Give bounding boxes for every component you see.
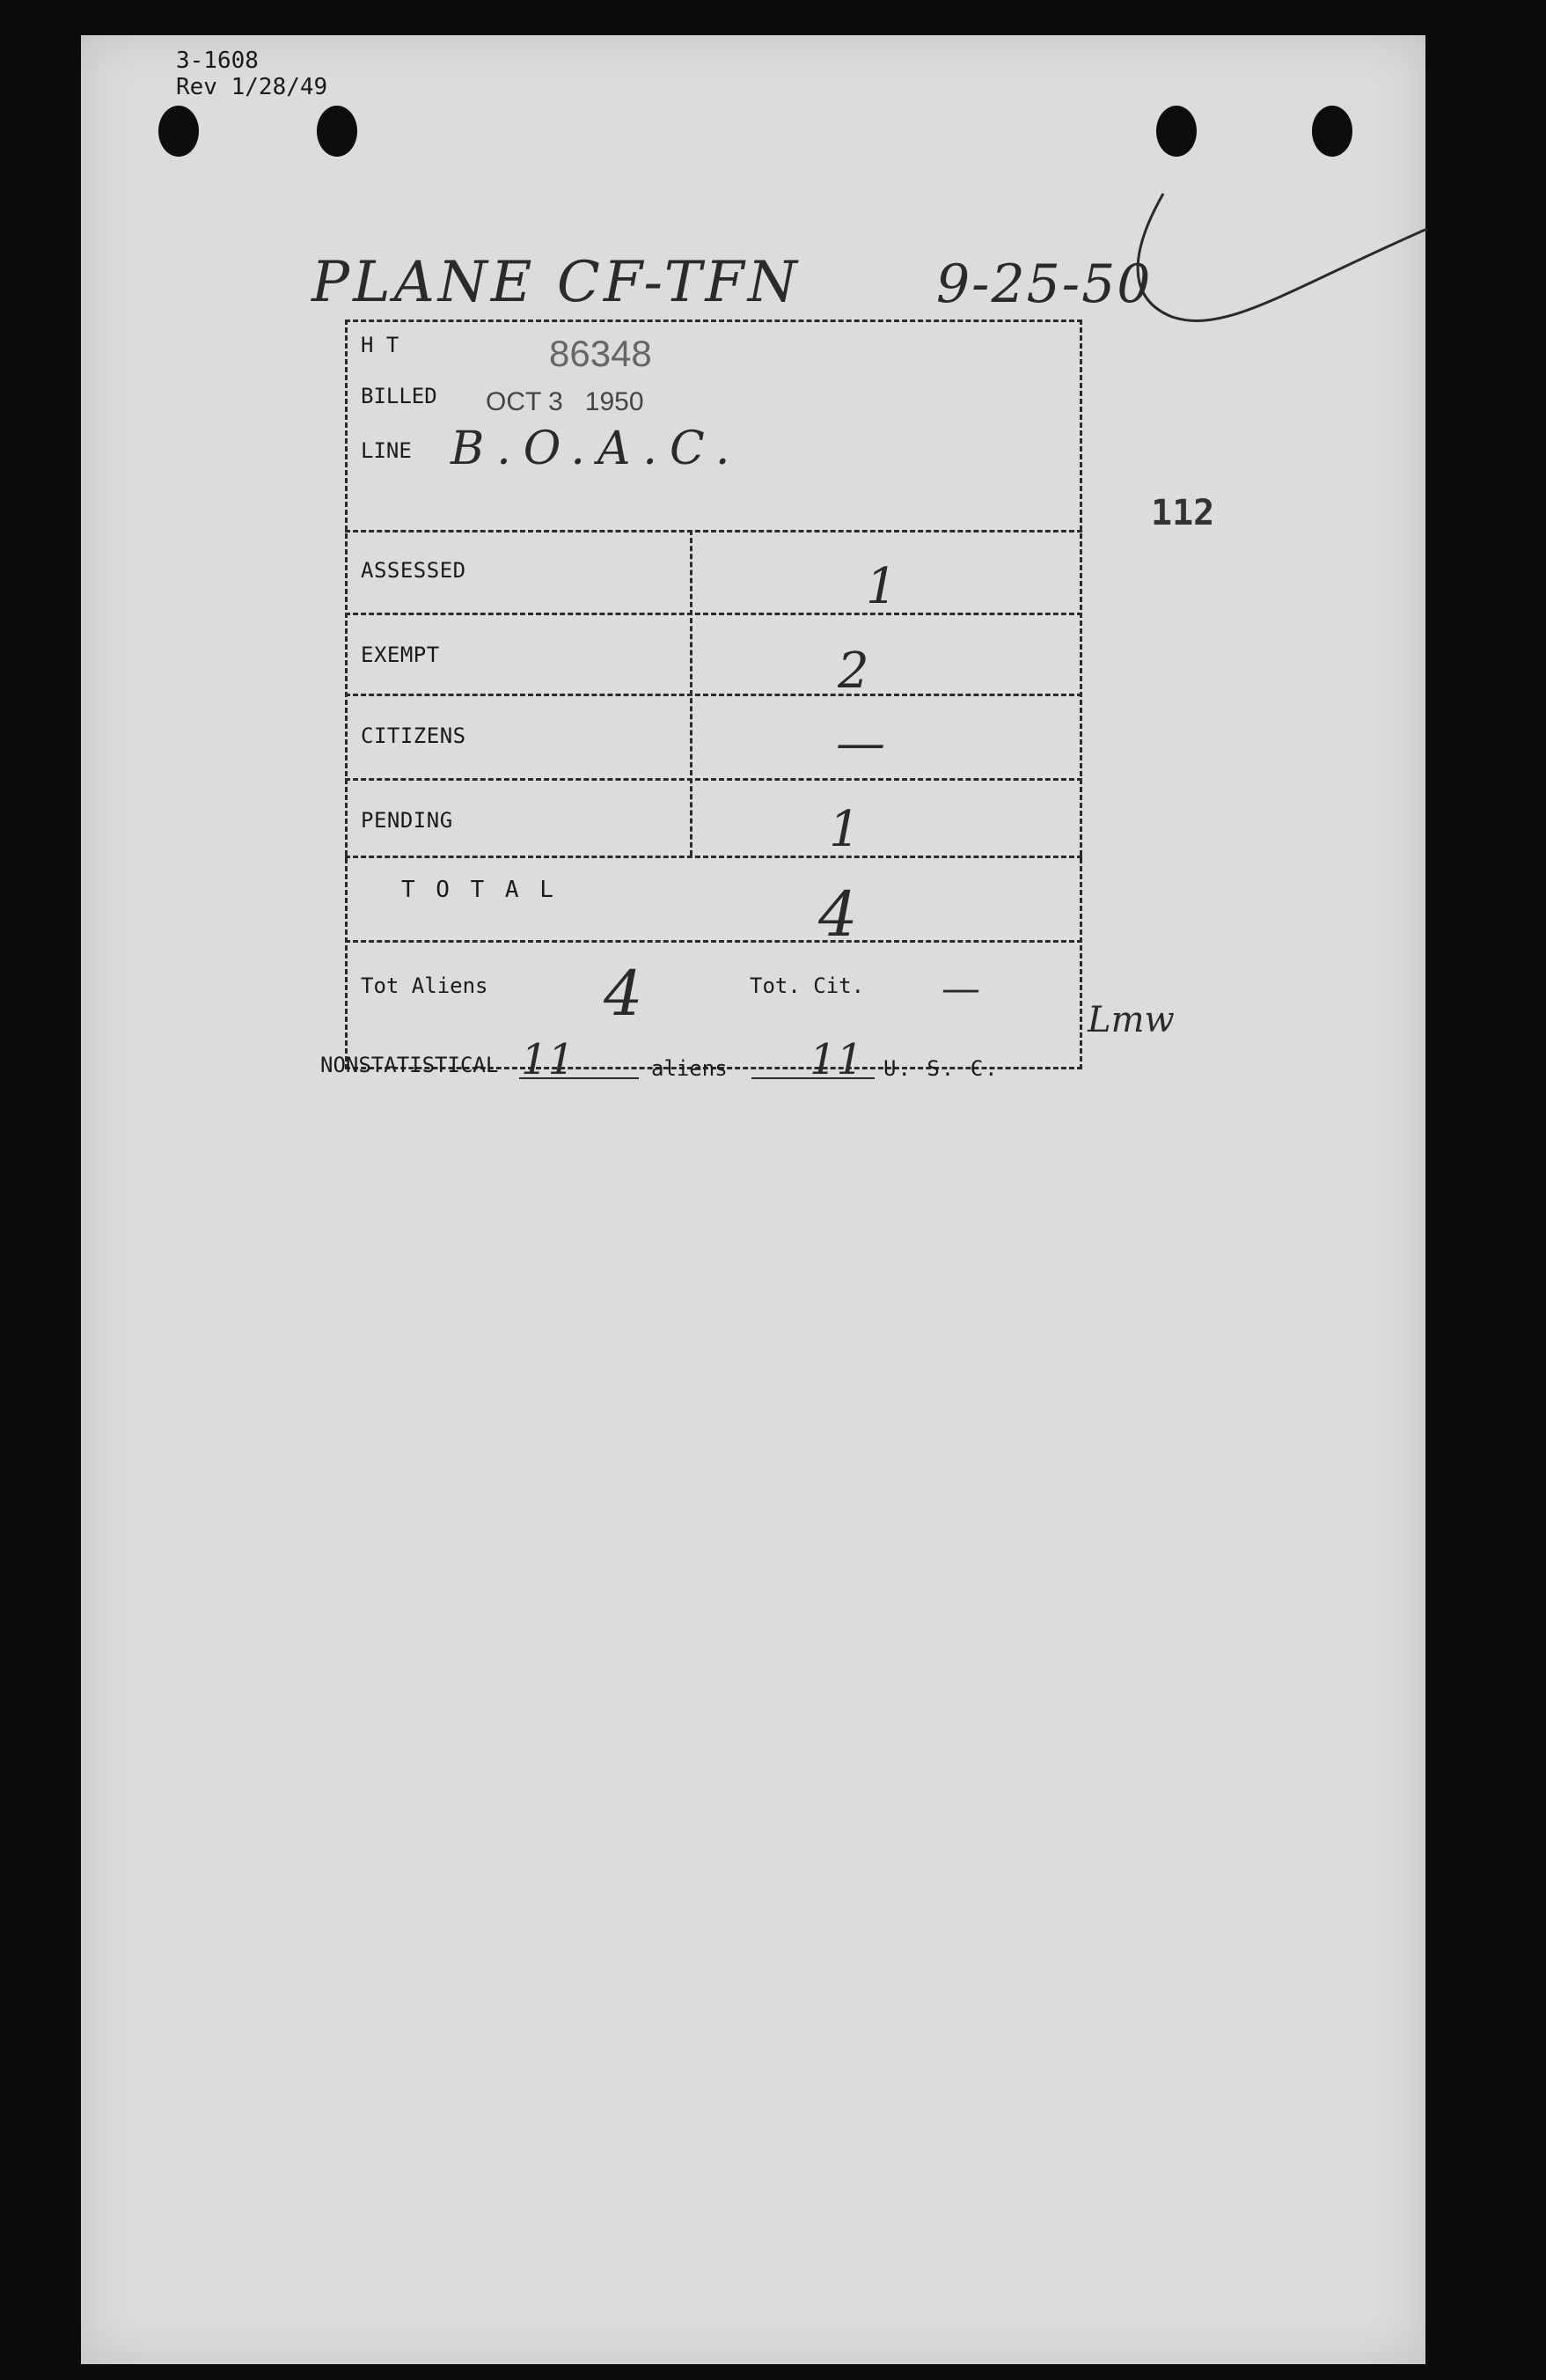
- aliens-label: aliens: [651, 1056, 728, 1081]
- column-divider: [690, 530, 692, 856]
- divider-row-1: [345, 613, 1082, 615]
- row-label-exempt: EXEMPT: [361, 643, 440, 667]
- row-value-assessed: 1: [866, 558, 898, 615]
- row-value-pending: 1: [829, 801, 861, 858]
- billed-label: BILLED: [361, 384, 437, 408]
- billed-date-stamp: OCT 3 1950: [486, 387, 644, 416]
- divider-row-2: [345, 694, 1082, 696]
- header-date: 9-25-50: [936, 253, 1153, 315]
- row-value-exempt: 2: [838, 643, 869, 700]
- row-value-citizens: —: [836, 715, 885, 772]
- divider-top-block: [345, 530, 1082, 533]
- nonstatistical-usc-value: 11: [810, 1035, 864, 1084]
- line-value: B.O.A.C.: [451, 422, 743, 475]
- total-value: 4: [818, 878, 858, 951]
- form-number: 3-1608: [176, 48, 259, 74]
- tot-cit-label: Tot. Cit.: [750, 973, 865, 998]
- usc-label: U. S. C.: [883, 1056, 1000, 1081]
- tot-aliens-value: 4: [604, 958, 643, 1030]
- ht-number: 86348: [549, 333, 652, 374]
- divider-total: [345, 940, 1082, 943]
- page-number: 112: [1151, 493, 1215, 533]
- ht-label: H T: [361, 333, 399, 357]
- plane-heading: PLANE CF-TFN: [311, 250, 801, 315]
- nonstatistical-aliens-value: 11: [521, 1035, 575, 1084]
- line-label: LINE: [361, 438, 412, 463]
- nonstatistical-label: NONSTATISTICAL: [320, 1053, 499, 1077]
- form-revision: Rev 1/28/49: [176, 74, 328, 100]
- row-label-citizens: CITIZENS: [361, 724, 466, 748]
- document-page: [81, 35, 1425, 2364]
- row-label-assessed: ASSESSED: [361, 558, 466, 583]
- initials: Lmw: [1088, 1000, 1175, 1040]
- tot-cit-value: —: [942, 966, 980, 1011]
- punch-hole-2: [317, 106, 357, 157]
- punch-hole-1: [158, 106, 199, 157]
- total-label: T O T A L: [401, 877, 557, 903]
- divider-row-4: [345, 856, 1082, 858]
- tot-aliens-label: Tot Aliens: [361, 973, 488, 998]
- divider-row-3: [345, 778, 1082, 781]
- row-label-pending: PENDING: [361, 808, 453, 833]
- pen-stroke-mark: [1093, 150, 1427, 352]
